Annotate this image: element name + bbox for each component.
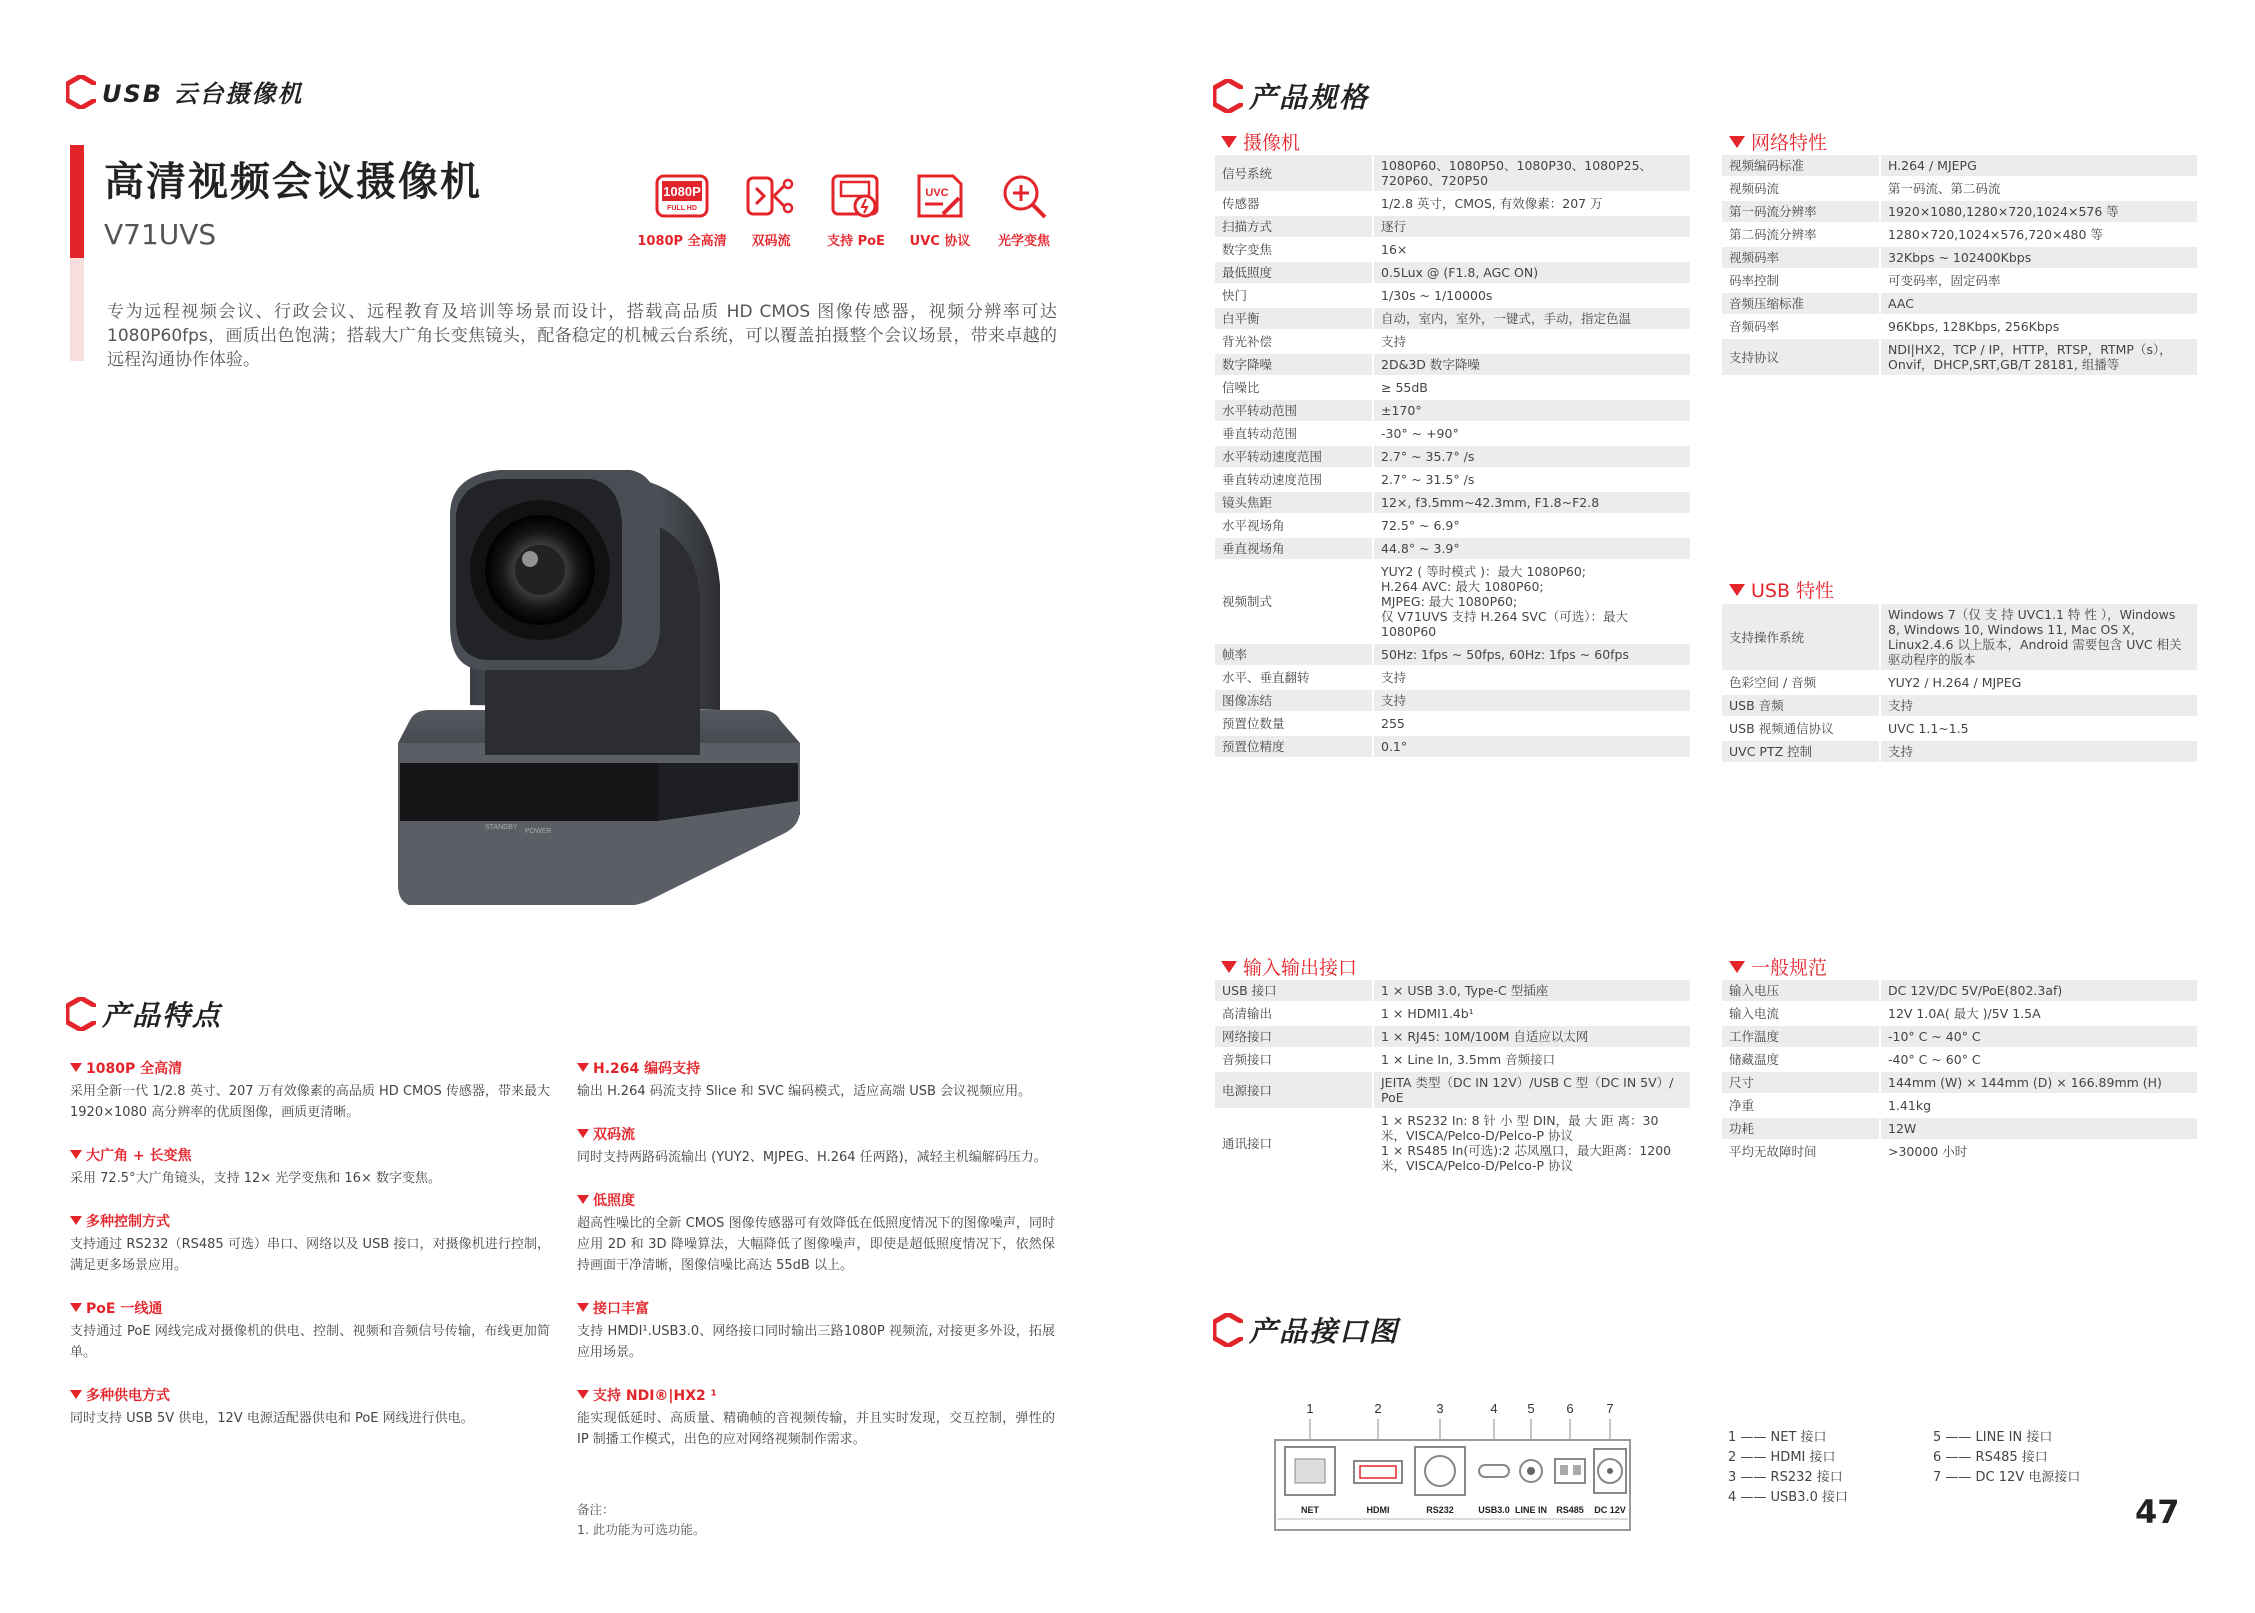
spec-row <box>1722 1117 2197 1140</box>
1080p-icon <box>653 172 711 220</box>
spec-key: 快门 <box>1215 284 1373 307</box>
spec-key: 传感器 <box>1215 192 1373 215</box>
feature-item: 大广角 + 长变焦 采用 72.5°大广角镜头，支持 12× 光学变焦和 16× 数字变焦。 <box>70 1148 441 1186</box>
category-title: USB 云台摄像机 <box>102 80 304 108</box>
spec-row <box>1722 1071 2197 1094</box>
spec-row <box>1722 980 2197 1002</box>
spec-row <box>1215 353 1690 376</box>
spec-value: 2D&3D 数字降噪 <box>1373 353 1690 376</box>
brand-logo-icon <box>66 997 96 1031</box>
spec-key: 水平转动范围 <box>1215 399 1373 422</box>
port-label: LINE IN <box>1514 1505 1548 1515</box>
spec-key: 电源接口 <box>1215 1071 1373 1109</box>
port-label: DC 12V <box>1594 1505 1626 1515</box>
page-number: 47 <box>2135 1493 2180 1531</box>
spec-key: 储藏温度 <box>1722 1048 1880 1071</box>
spec-row <box>1215 735 1690 758</box>
spec-key: 白平衡 <box>1215 307 1373 330</box>
spec-value: 逐行 <box>1373 215 1690 238</box>
port-number: 4 <box>1490 1401 1498 1416</box>
spec-row <box>1722 269 2197 292</box>
feature-icon-uvc <box>900 172 980 249</box>
spec-key: 码率控制 <box>1722 269 1880 292</box>
title-accent-bar-light <box>70 258 84 361</box>
spec-key: 视频编码标准 <box>1722 155 1880 177</box>
port-legend-item: 1 —— NET 接口 <box>1728 1430 1827 1445</box>
spec-key: 音频压缩标准 <box>1722 292 1880 315</box>
spec-row <box>1215 376 1690 399</box>
icon-text-fullhd: FULL HD <box>667 205 697 212</box>
spec-row <box>1722 315 2197 338</box>
model-name: V71UVS <box>104 218 217 251</box>
spec-value: 16× <box>1373 238 1690 261</box>
spec-key: 视频码流 <box>1722 177 1880 200</box>
port-legend-item: 3 —— RS232 接口 <box>1728 1470 1843 1485</box>
port-legend-item: 5 —— LINE IN 接口 <box>1933 1430 2053 1445</box>
spec-value: 1 × USB 3.0, Type-C 型插座 <box>1373 980 1690 1002</box>
port-legend-item: 7 —— DC 12V 电源接口 <box>1933 1470 2081 1485</box>
port-label: HDMI <box>1366 1505 1390 1515</box>
feature-icon-dual-stream <box>736 172 806 249</box>
spec-value: ≥ 55dB <box>1373 376 1690 399</box>
port-legend-item: 6 —— RS485 接口 <box>1933 1450 2048 1465</box>
spec-key: 帧率 <box>1215 643 1373 666</box>
spec-value: 自动，室内，室外，一键式，手动，指定色温 <box>1373 307 1690 330</box>
spec-row <box>1215 468 1690 491</box>
rear-panel-diagram <box>1265 1395 1645 1535</box>
spec-value: Windows 7（仅 支 持 UVC1.1 特 性 ），Windows 8, Windows 10, Windows 11, Mac OS X, Linux2.4.6 以上版本，Android 需要包含 UVC 相关驱动程序的版本 <box>1880 604 2197 671</box>
spec-key: 水平转动速度范围 <box>1215 445 1373 468</box>
spec-key: 第二码流分辨率 <box>1722 223 1880 246</box>
product-description: 专为远程视频会议、行政会议、远程教育及培训等场景而设计，搭载高品质 HD CMOS 图像传感器，视频分辨率可达 1080P60fps，画质出色饱满；搭载大广角长变焦镜头，配备稳定的机械云台系统，可以覆盖拍摄整个会议场景，带来卓越的远程沟通协作体验。 <box>107 302 1057 370</box>
spec-key: 第一码流分辨率 <box>1722 200 1880 223</box>
spec-row <box>1215 537 1690 560</box>
feature-icon-label: 双码流 <box>751 234 791 249</box>
spec-key: 信噪比 <box>1215 376 1373 399</box>
spec-key: 预置位精度 <box>1215 735 1373 758</box>
footnote-text: 1. 此功能为可选功能。 <box>577 1522 706 1537</box>
icon-text-uvc: UVC <box>925 187 949 199</box>
feature-icon-1080p <box>632 172 732 249</box>
usb-subheader: USB 特性 <box>1729 576 1834 603</box>
spec-key: 数字降噪 <box>1215 353 1373 376</box>
spec-row <box>1215 422 1690 445</box>
spec-row <box>1215 192 1690 215</box>
spec-key: 视频制式 <box>1215 560 1373 643</box>
spec-key: 净重 <box>1722 1094 1880 1117</box>
feature-item: H.264 编码支持 输出 H.264 码流支持 Slice 和 SVC 编码模式，适应高端 USB 会议视频应用。 <box>577 1061 1032 1099</box>
spec-row <box>1215 560 1690 643</box>
spec-row <box>1722 740 2197 763</box>
port-number: 2 <box>1374 1401 1382 1416</box>
camera-spec-table <box>1215 155 1690 759</box>
spec-key: 图像冻结 <box>1215 689 1373 712</box>
icon-text-1080p: 1080P <box>663 184 701 199</box>
feature-icon-zoom <box>984 172 1064 249</box>
poe-icon <box>829 172 883 220</box>
spec-row <box>1722 177 2197 200</box>
spec-row <box>1215 1048 1690 1071</box>
spec-row <box>1722 223 2197 246</box>
spec-key: 高清输出 <box>1215 1002 1373 1025</box>
spec-value: 44.8° ~ 3.9° <box>1373 537 1690 560</box>
spec-row <box>1215 666 1690 689</box>
spec-key: UVC PTZ 控制 <box>1722 740 1880 763</box>
spec-row <box>1722 671 2197 694</box>
spec-value: 1 × RS232 In: 8 针 小 型 DIN，最 大 距 离：30 米，VISCA/Pelco-D/Pelco-P 协议 1 × RS485 In(可选):2 芯凤凰口，最大距离：1200 米，VISCA/Pelco-D/Pelco-P 协议 <box>1373 1109 1690 1177</box>
port-label: USB3.0 <box>1478 1505 1510 1515</box>
spec-value: DC 12V/DC 5V/PoE(802.3af) <box>1880 980 2197 1002</box>
spec-key: 输入电压 <box>1722 980 1880 1002</box>
port-number: 1 <box>1306 1401 1314 1416</box>
spec-value: 1280×720,1024×576,720×480 等 <box>1880 223 2197 246</box>
spec-value: 32Kbps ~ 102400Kbps <box>1880 246 2197 269</box>
spec-key: USB 视频通信协议 <box>1722 717 1880 740</box>
spec-row <box>1215 1071 1690 1109</box>
spec-value: AAC <box>1880 292 2197 315</box>
feature-item: 1080P 全高清 采用全新一代 1/2.8 英寸、207 万有效像素的高品质 HD CMOS 传感器，带来最大 1920×1080 高分辨率的优质图像，画质更清晰。 <box>70 1061 550 1120</box>
spec-row <box>1215 215 1690 238</box>
spec-value: NDI|HX2，TCP / IP，HTTP，RTSP，RTMP（s），Onvif，DHCP,SRT,GB/T 28181, 组播等 <box>1880 338 2197 376</box>
spec-value: 支持 <box>1880 694 2197 717</box>
spec-key: 通讯接口 <box>1215 1109 1373 1177</box>
uvc-icon <box>913 172 967 220</box>
camera-subheader: 摄像机 <box>1221 128 1300 155</box>
category-header <box>66 74 303 109</box>
spec-key: 水平视场角 <box>1215 514 1373 537</box>
spec-row <box>1215 399 1690 422</box>
spec-row <box>1215 514 1690 537</box>
spec-row <box>1215 238 1690 261</box>
general-spec-table <box>1722 980 2197 1164</box>
ports-title: 产品接口图 <box>1249 1315 1400 1348</box>
brand-logo-icon <box>1213 79 1243 113</box>
spec-value: >30000 小时 <box>1880 1140 2197 1163</box>
spec-row <box>1722 694 2197 717</box>
spec-row <box>1722 1025 2197 1048</box>
feature-item: 支持 NDI®|HX2 ¹ 能实现低延时、高质量、精确帧的音视频传输，并且实时发现，交互控制，弹性的 IP 制播工作模式，出色的应对网络视频制作需求。 <box>577 1388 1055 1447</box>
spec-value: 1 × RJ45: 10M/100M 自适应以太网 <box>1373 1025 1690 1048</box>
spec-value: JEITA 类型（DC IN 12V）/USB C 型（DC IN 5V）/ PoE <box>1373 1071 1690 1109</box>
spec-value: 支持 <box>1880 740 2197 763</box>
camera-product-image <box>390 455 820 905</box>
port-legend-left <box>1728 1428 1848 1508</box>
spec-row <box>1215 155 1690 192</box>
spec-value: YUY2 ( 等时模式 )：最大 1080P60; H.264 AVC: 最大 1080P60; MJPEG: 最大 1080P60; 仅 V71UVS 支持 H.264 SVC（可选）：最大 1080P60 <box>1373 560 1690 643</box>
port-label: RS485 <box>1556 1505 1584 1515</box>
feature-icon-poe <box>816 172 896 249</box>
spec-value: 50Hz: 1fps ~ 50fps, 60Hz: 1fps ~ 60fps <box>1373 643 1690 666</box>
spec-value: -10° C ~ 40° C <box>1880 1025 2197 1048</box>
spec-value: 1920×1080,1280×720,1024×576 等 <box>1880 200 2197 223</box>
feature-icon-label: 光学变焦 <box>997 234 1050 249</box>
spec-value: 1/30s ~ 1/10000s <box>1373 284 1690 307</box>
feature-item: PoE 一线通 支持通过 PoE 网线完成对摄像机的供电、控制、视频和音频信号传输，布线更加简单。 <box>70 1301 550 1360</box>
spec-value: 2.7° ~ 31.5° /s <box>1373 468 1690 491</box>
usb-spec-table <box>1722 604 2197 764</box>
spec-row <box>1722 155 2197 177</box>
spec-row <box>1722 338 2197 376</box>
spec-key: USB 音频 <box>1722 694 1880 717</box>
spec-row <box>1215 445 1690 468</box>
spec-value: 1/2.8 英寸，CMOS, 有效像素：207 万 <box>1373 192 1690 215</box>
spec-key: 扫描方式 <box>1215 215 1373 238</box>
spec-value: 0.1° <box>1373 735 1690 758</box>
spec-row <box>1215 491 1690 514</box>
spec-key: 预置位数量 <box>1215 712 1373 735</box>
feature-icon-label: 支持 PoE <box>827 234 885 249</box>
spec-value: UVC 1.1~1.5 <box>1880 717 2197 740</box>
spec-header <box>1213 76 1369 116</box>
spec-key: 垂直视场角 <box>1215 537 1373 560</box>
features-column-left <box>70 1058 550 1451</box>
spec-key: 信号系统 <box>1215 155 1373 192</box>
title-accent-bar <box>70 145 84 258</box>
io-spec-table <box>1215 980 1690 1178</box>
spec-value: 144mm (W) × 144mm (D) × 166.89mm (H) <box>1880 1071 2197 1094</box>
spec-key: 音频码率 <box>1722 315 1880 338</box>
port-number: 3 <box>1436 1401 1444 1416</box>
spec-key: 支持操作系统 <box>1722 604 1880 671</box>
spec-key: 尺寸 <box>1722 1071 1880 1094</box>
network-spec-table <box>1722 155 2197 377</box>
dual-stream-icon <box>744 172 798 220</box>
spec-key: 网络接口 <box>1215 1025 1373 1048</box>
spec-value: 1 × HDMI1.4b¹ <box>1373 1002 1690 1025</box>
spec-row <box>1215 689 1690 712</box>
spec-row <box>1215 284 1690 307</box>
spec-row <box>1215 330 1690 353</box>
spec-key: 色彩空间 / 音频 <box>1722 671 1880 694</box>
port-number: 5 <box>1527 1401 1535 1416</box>
camera-power-label: POWER <box>525 828 552 835</box>
port-number: 6 <box>1566 1401 1574 1416</box>
features-header <box>66 994 222 1034</box>
spec-value: 96Kbps, 128Kbps, 256Kbps <box>1880 315 2197 338</box>
spec-key: 输入电流 <box>1722 1002 1880 1025</box>
spec-row <box>1215 307 1690 330</box>
spec-row <box>1215 980 1690 1002</box>
spec-row <box>1215 643 1690 666</box>
spec-row <box>1215 1109 1690 1177</box>
spec-value: 12W <box>1880 1117 2197 1140</box>
spec-row <box>1722 717 2197 740</box>
spec-value: 1 × Line In, 3.5mm 音频接口 <box>1373 1048 1690 1071</box>
port-legend-item: 2 —— HDMI 接口 <box>1728 1450 1836 1465</box>
spec-key: 最低照度 <box>1215 261 1373 284</box>
spec-title: 产品规格 <box>1249 81 1370 114</box>
spec-row <box>1722 1002 2197 1025</box>
zoom-icon <box>997 172 1051 220</box>
spec-value: 支持 <box>1373 330 1690 353</box>
spec-row <box>1215 261 1690 284</box>
spec-value: YUY2 / H.264 / MJPEG <box>1880 671 2197 694</box>
ports-header <box>1213 1310 1399 1350</box>
spec-value: -40° C ~ 60° C <box>1880 1048 2197 1071</box>
feature-icon-label: UVC 协议 <box>909 234 971 249</box>
spec-key: 视频码率 <box>1722 246 1880 269</box>
spec-key: 数字变焦 <box>1215 238 1373 261</box>
port-label: NET <box>1301 1505 1319 1515</box>
camera-standby-label: STANDBY <box>485 824 518 831</box>
spec-row <box>1722 1094 2197 1117</box>
footnote <box>577 1500 705 1540</box>
spec-row <box>1722 200 2197 223</box>
spec-row <box>1215 712 1690 735</box>
spec-value: 12V 1.0A( 最大 )/5V 1.5A <box>1880 1002 2197 1025</box>
spec-value: 1.41kg <box>1880 1094 2197 1117</box>
io-subheader: 输入输出接口 <box>1221 953 1357 980</box>
spec-value: 可变码率，固定码率 <box>1880 269 2197 292</box>
spec-row <box>1722 292 2197 315</box>
port-legend-right <box>1933 1428 2080 1488</box>
spec-key: 功耗 <box>1722 1117 1880 1140</box>
spec-value: 2.7° ~ 35.7° /s <box>1373 445 1690 468</box>
port-number: 7 <box>1606 1401 1614 1416</box>
spec-value: 255 <box>1373 712 1690 735</box>
features-title: 产品特点 <box>102 999 223 1032</box>
spec-row <box>1215 1025 1690 1048</box>
spec-key: 平均无故障时间 <box>1722 1140 1880 1163</box>
port-legend-item: 4 —— USB3.0 接口 <box>1728 1490 1849 1505</box>
spec-row <box>1722 1140 2197 1163</box>
feature-item: 接口丰富 支持 HMDI¹.USB3.0、网络接口同时输出三路1080P 视频流, 对接更多外设，拓展应用场景。 <box>577 1301 1055 1360</box>
network-subheader: 网络特性 <box>1729 128 1827 155</box>
spec-value: -30° ~ +90° <box>1373 422 1690 445</box>
feature-item: 双码流 同时支持两路码流输出 (YUY2、MJPEG、H.264 任两路)，减轻主机编解码压力。 <box>577 1127 1047 1165</box>
spec-value: 12×, f3.5mm~42.3mm, F1.8~F2.8 <box>1373 491 1690 514</box>
brand-logo-icon <box>66 75 96 109</box>
spec-value: H.264 / MJEPG <box>1880 155 2197 177</box>
spec-key: USB 接口 <box>1215 980 1373 1002</box>
spec-value: 0.5Lux @ (F1.8, AGC ON) <box>1373 261 1690 284</box>
feature-icon-label: 1080P 全高清 <box>637 234 727 249</box>
spec-key: 水平、垂直翻转 <box>1215 666 1373 689</box>
spec-key: 垂直转动速度范围 <box>1215 468 1373 491</box>
features-column-right <box>577 1058 1055 1472</box>
feature-item: 多种控制方式 支持通过 RS232（RS485 可选）串口、网络以及 USB 接口，对摄像机进行控制，满足更多场景应用。 <box>70 1214 550 1273</box>
spec-value: ±170° <box>1373 399 1690 422</box>
general-subheader: 一般规范 <box>1729 953 1827 980</box>
spec-value: 1080P60、1080P50、1080P30、1080P25、720P60、720P50 <box>1373 155 1690 192</box>
spec-key: 背光补偿 <box>1215 330 1373 353</box>
port-label: RS232 <box>1426 1505 1454 1515</box>
spec-value: 支持 <box>1373 689 1690 712</box>
feature-item: 多种供电方式 同时支持 USB 5V 供电，12V 电源适配器供电和 PoE 网线进行供电。 <box>70 1388 474 1426</box>
spec-row <box>1215 1002 1690 1025</box>
spec-key: 支持协议 <box>1722 338 1880 376</box>
spec-key: 音频接口 <box>1215 1048 1373 1071</box>
spec-value: 支持 <box>1373 666 1690 689</box>
spec-row <box>1722 1048 2197 1071</box>
spec-key: 镜头焦距 <box>1215 491 1373 514</box>
spec-value: 72.5° ~ 6.9° <box>1373 514 1690 537</box>
footnote-title: 备注： <box>577 1502 615 1517</box>
spec-key: 垂直转动范围 <box>1215 422 1373 445</box>
feature-item: 低照度 超高性噪比的全新 CMOS 图像传感器可有效降低在低照度情况下的图像噪声，同时应用 2D 和 3D 降噪算法，大幅降低了图像噪声，即使是超低照度情况下，依然保持画面干净清晰，图像信噪比高达 55dB 以上。 <box>577 1193 1055 1273</box>
brand-logo-icon <box>1213 1313 1243 1347</box>
spec-row <box>1722 246 2197 269</box>
page-title: 高清视频会议摄像机 <box>104 159 482 205</box>
spec-key: 工作温度 <box>1722 1025 1880 1048</box>
spec-value: 第一码流、第二码流 <box>1880 177 2197 200</box>
spec-row <box>1722 604 2197 671</box>
